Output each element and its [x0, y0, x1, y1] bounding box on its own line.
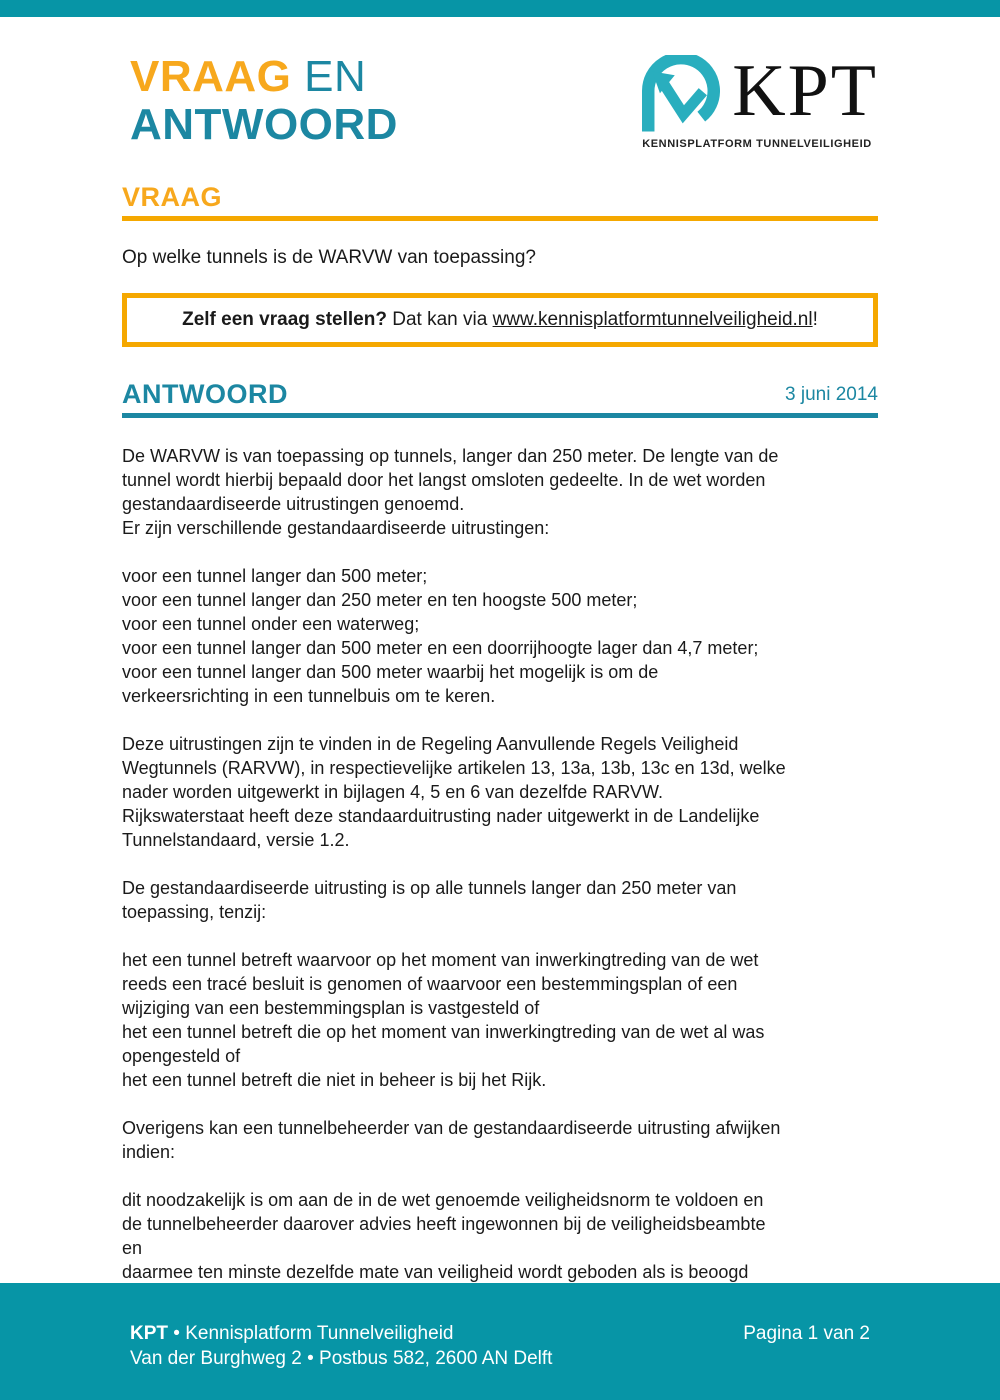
antwoord-section — [122, 379, 878, 1308]
body-paragraph: Overigens kan een tunnelbeheerder van de gestandaardiseerde uitrusting afwijken indien: — [122, 1118, 781, 1162]
ask-box-suffix: ! — [812, 309, 818, 330]
kpt-tunnel-arrow-icon — [642, 55, 720, 133]
answer-paragraphs — [122, 444, 878, 1308]
page-content — [0, 17, 1000, 1332]
top-accent-bar — [0, 0, 1000, 17]
body-paragraph: dit noodzakelijk is om aan de in de wet genoemde veiligheidsnorm te voldoen en de tunnelbeheerder daarover advies heeft ingewonnen bij de veiligheidsbeambte en daarmee ten minste dezelfde mate van veiligheid wordt geboden als is beoogd — [122, 1190, 766, 1282]
kpt-logo-tagline: KENNISPLATFORM TUNNELVEILIGHEID — [642, 138, 872, 150]
page-title — [130, 53, 398, 149]
kpt-logo-row — [642, 50, 878, 133]
kpt-logo — [642, 50, 878, 150]
body-paragraph: voor een tunnel langer dan 500 meter; voor een tunnel langer dan 250 meter en ten hoogste 500 meter; voor een tunnel onder een waterweg; voor een tunnel langer dan 500 meter en een doorrijhoogte lager dan 4,7 meter; voor een tunnel langer dan 500 meter waarbij het mogelijk is om de verkeersrichting in een tunnelbuis om te keren. — [122, 566, 759, 706]
title-word-antwoord: ANTWOORD — [130, 100, 398, 149]
page-footer — [0, 1283, 1000, 1400]
body-paragraph: het een tunnel betreft waarvoor op het moment van inwerkingtreding van de wet reeds een tracé besluit is genomen of waarvoor een bestemmingsplan of een wijziging van een bestemmingsplan is vastgesteld of het een tunnel betreft die op het moment van inwerkingtreding van de wet al was opengesteld of het een tunnel betreft die niet in beheer is bij het Rijk. — [122, 950, 765, 1090]
answer-date: 3 juni 2014 — [785, 384, 878, 405]
vraag-section — [122, 182, 878, 347]
question-text: Op welke tunnels is de WARVW van toepassing? — [122, 247, 536, 268]
body-paragraph: De gestandaardiseerde uitrusting is op alle tunnels langer dan 250 meter van toepassing, tenzij: — [122, 878, 737, 922]
ask-question-box — [122, 293, 878, 347]
title-word-vraag: VRAAG — [130, 52, 292, 101]
body-paragraph: Deze uitrustingen zijn te vinden in de Regeling Aanvullende Regels Veiligheid Wegtunnels (RARVW), in respectievelijke artikelen 13, 13a, 13b, 13c en 13d, welke nader worden uitgewerkt in bijlagen 4, 5 en 6 van dezelfde RARVW. Rijkswaterstaat heeft deze standaarduitrusting nader uitgewerkt in de Landelijke Tunnelstandaard, versie 1.2. — [122, 734, 786, 850]
vraag-heading: VRAAG — [122, 182, 223, 212]
page-indicator: Pagina 1 van 2 — [743, 1323, 870, 1344]
footer-address-line: Van der Burghweg 2 • Postbus 582, 2600 AN Delft — [130, 1348, 553, 1369]
footer-org-line — [130, 1321, 552, 1346]
body-paragraph: De WARVW is van toepassing op tunnels, langer dan 250 meter. De lengte van de tunnel wordt hierbij bepaald door het langst omsloten gedeelte. In de wet worden gestandaardiseerde uitrustingen genoemd. Er zijn verschillende gestandaardiseerde uitrustingen: — [122, 446, 779, 538]
antwoord-heading: ANTWOORD — [122, 379, 288, 409]
kpt-logo-text: KPT — [732, 50, 878, 132]
title-word-en: EN — [304, 52, 367, 101]
footer-org-acronym: KPT — [130, 1323, 168, 1344]
antwoord-heading-row — [122, 379, 878, 410]
footer-org-name: • Kennisplatform Tunnelveiligheid — [168, 1323, 454, 1344]
ask-box-bold-text: Zelf een vraag stellen? — [182, 309, 387, 330]
ask-box-text: Dat kan via — [386, 309, 493, 330]
kpt-website-link[interactable]: www.kennisplatformtunnelveiligheid.nl — [492, 309, 813, 330]
document-header — [122, 50, 878, 150]
antwoord-divider — [122, 413, 878, 418]
vraag-divider — [122, 216, 878, 221]
footer-org-address — [130, 1321, 552, 1371]
